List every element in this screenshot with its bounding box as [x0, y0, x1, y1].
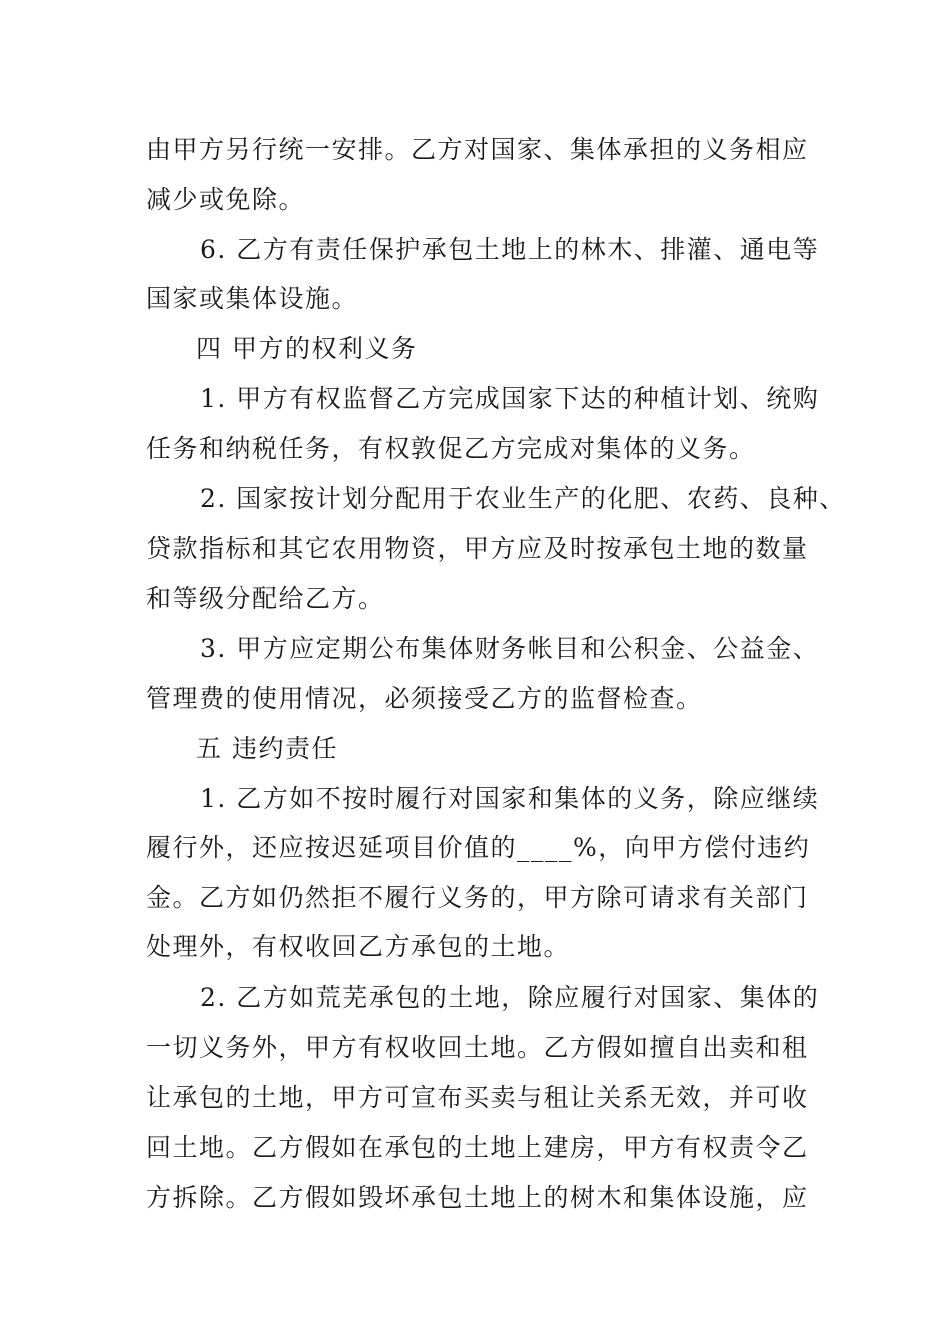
- text-line: 6. 乙方有责任保护承包土地上的林木、排灌、通电等: [200, 235, 820, 264]
- text-line: 让承包的土地，甲方可宣布买卖与租让关系无效，并可收: [146, 1083, 809, 1112]
- text-line: 减少或免除。: [146, 185, 306, 214]
- text-line: 国家或集体设施。: [146, 284, 359, 313]
- text-line: 金。乙方如仍然拒不履行义务的，甲方除可请求有关部门: [146, 883, 809, 912]
- text-line: 由甲方另行统一安排。乙方对国家、集体承担的义务相应: [146, 135, 809, 164]
- text-line: 管理费的使用情况，必须接受乙方的监督检查。: [146, 684, 703, 713]
- text-line: 方拆除。乙方假如毁坏承包土地上的树木和集体设施，应: [146, 1183, 809, 1212]
- text-line: 2. 乙方如荒芜承包的土地，除应履行对国家、集体的: [200, 983, 820, 1012]
- text-line: 履行外，还应按迟延项目价值的____%，向甲方偿付违约: [146, 833, 811, 862]
- text-line: 3. 甲方应定期公布集体财务帐目和公积金、公益金、: [200, 634, 820, 663]
- text-line: 贷款指标和其它农用物资，甲方应及时按承包土地的数量: [146, 534, 809, 563]
- text-line: 和等级分配给乙方。: [146, 584, 385, 613]
- text-line: 1. 乙方如不按时履行对国家和集体的义务，除应继续: [200, 784, 820, 813]
- text-line: 回土地。乙方假如在承包的土地上建房，甲方有权责令乙: [146, 1133, 809, 1162]
- text-line: 1. 甲方有权监督乙方完成国家下达的种植计划、统购: [200, 384, 820, 413]
- section-heading: 四 甲方的权利义务: [196, 334, 418, 363]
- text-line: 2. 国家按计划分配用于农业生产的化肥、农药、良种、: [200, 484, 846, 513]
- text-line: 任务和纳税任务，有权敦促乙方完成对集体的义务。: [146, 434, 756, 463]
- text-line: 一切义务外，甲方有权收回土地。乙方假如擅自出卖和租: [146, 1033, 809, 1062]
- section-heading: 五 违约责任: [196, 734, 338, 763]
- text-line: 处理外，有权收回乙方承包的土地。: [146, 932, 571, 961]
